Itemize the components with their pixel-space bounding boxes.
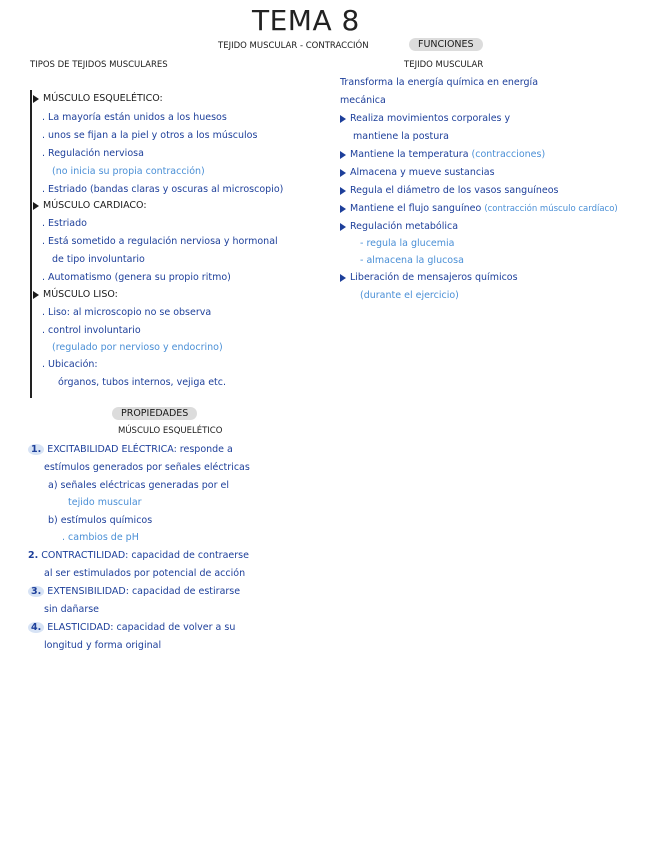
left-vertical-line [30,90,32,398]
property-item: 4. ELASTICIDAD: capacidad de volver a su [28,622,235,633]
arrow-icon [340,115,346,123]
list-item: de tipo involuntario [52,254,145,265]
arrow-icon [340,205,346,213]
property-item: 3. EXTENSIBILIDAD: capacidad de estirarse [28,586,240,597]
list-item: . Automatismo (genera su propio ritmo) [42,272,231,283]
list-item: mantiene la postura [353,131,449,142]
arrow-icon [340,187,346,195]
list-item: . Liso: al microscopio no se observa [42,307,212,318]
list-item: . Estriado (bandas claras y oscuras al microscopio) [42,184,284,195]
arrow-icon [33,202,39,210]
list-item: (durante el ejercicio) [360,290,459,301]
list-item: - almacena la glucosa [360,255,464,266]
arrow-icon [340,274,346,282]
cardiaco-label: MÚSCULO CARDIACO: [33,200,147,211]
list-item: Almacena y mueve sustancias [340,167,495,178]
list-item: (no inicia su propia contracción) [52,166,205,177]
property-item: sin dañarse [44,604,100,615]
right-subheading: TEJIDO MUSCULAR [404,60,484,70]
property-item: estímulos generados por señales eléctricas [44,462,250,473]
arrow-icon [340,169,346,177]
list-item: . unos se fijan a la piel y otros a los músculos [42,130,258,141]
list-item: Regulación metabólica [340,221,458,232]
list-item: (regulado por nervioso y endocrino) [52,342,223,353]
esqueletico-label: MÚSCULO ESQUELÉTICO: [33,93,163,104]
arrow-icon [33,95,39,103]
list-item: . La mayoría están unidos a los huesos [42,112,227,123]
page-title: TEMA 8 [252,4,360,37]
property-item: al ser estimulados por potencial de acción [44,568,246,579]
list-item: órganos, tubos internos, vejiga etc. [58,377,227,388]
property-item: . cambios de pH [62,532,139,543]
list-item: Liberación de mensajeros químicos [340,272,518,283]
subtitle: TEJIDO MUSCULAR - CONTRACCIÓN [218,41,369,51]
properties-heading: PROPIEDADES [112,408,197,419]
list-item: Regula el diámetro de los vasos sanguíneos [340,185,559,196]
list-item: Realiza movimientos corporales y [340,113,510,124]
property-item: 1. EXCITABILIDAD ELÉCTRICA: responde a [28,444,233,455]
list-item: . Está sometido a regulación nerviosa y hormonal [42,236,278,247]
list-item: . Estriado [42,218,87,229]
list-item: mecánica [340,95,386,106]
liso-label: MÚSCULO LISO: [33,289,118,300]
list-item: . Ubicación: [42,359,98,370]
arrow-icon [340,223,346,231]
property-item: b) estímulos químicos [48,515,153,526]
list-item: - regula la glucemia [360,238,455,249]
properties-subheading: MÚSCULO ESQUELÉTICO [118,426,223,436]
list-item: Mantiene el flujo sanguíneo (contracción músculo cardíaco) [340,203,618,214]
left-heading: TIPOS DE TEJIDOS MUSCULARES [30,60,168,70]
property-item: 2. CONTRACTILIDAD: capacidad de contraerse [28,550,249,561]
list-item: . control involuntario [42,325,141,336]
right-heading: FUNCIONES [409,39,483,50]
list-item: Mantiene la temperatura (contracciones) [340,149,545,160]
arrow-icon [340,151,346,159]
property-item: a) señales eléctricas generadas por el [48,480,230,491]
arrow-icon [33,291,39,299]
property-item: longitud y forma original [44,640,162,651]
list-item: Transforma la energía química en energía [340,77,539,88]
list-item: . Regulación nerviosa [42,148,144,159]
property-item: tejido muscular [68,497,142,508]
